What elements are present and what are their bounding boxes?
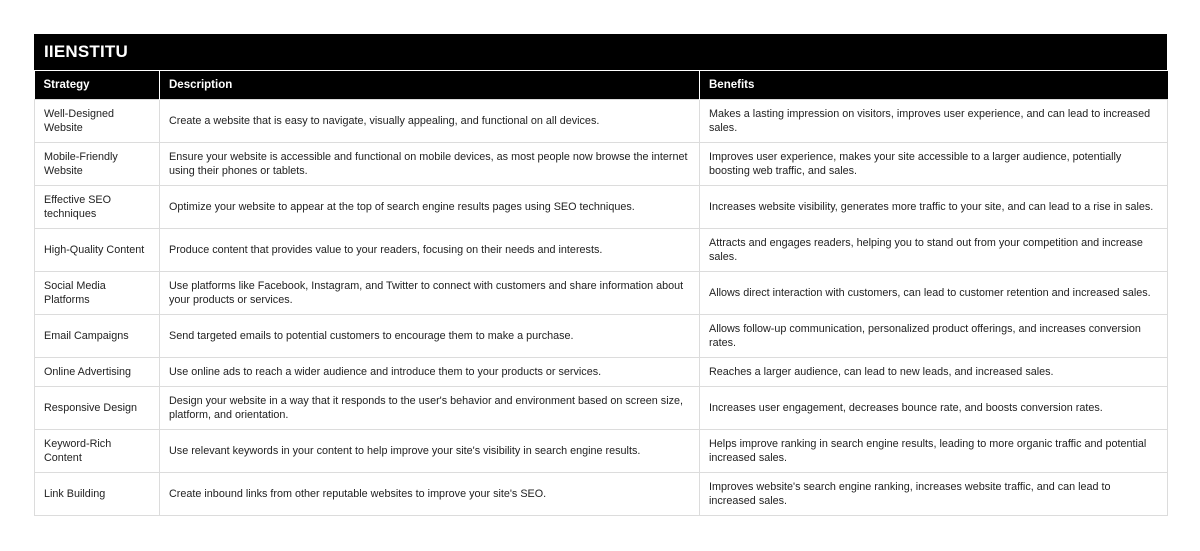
- cell-strategy: Responsive Design: [35, 387, 160, 430]
- cell-description: Create inbound links from other reputable websites to improve your site's SEO.: [160, 473, 700, 516]
- cell-benefits: Improves user experience, makes your site accessible to a larger audience, potentially boosting web traffic, and sales.: [700, 143, 1168, 186]
- brand-title: IIENSTITU: [34, 34, 1167, 70]
- cell-strategy: High-Quality Content: [35, 229, 160, 272]
- cell-description: Send targeted emails to potential customers to encourage them to make a purchase.: [160, 315, 700, 358]
- cell-benefits: Improves website's search engine ranking, increases website traffic, and can lead to increased sales.: [700, 473, 1168, 516]
- cell-strategy: Social Media Platforms: [35, 272, 160, 315]
- table-row: [35, 272, 1168, 315]
- cell-strategy: Email Campaigns: [35, 315, 160, 358]
- cell-benefits: Increases user engagement, decreases bounce rate, and boosts conversion rates.: [700, 387, 1168, 430]
- table-row: [35, 186, 1168, 229]
- header-benefits: Benefits: [700, 71, 1168, 100]
- cell-benefits: Increases website visibility, generates more traffic to your site, and can lead to a rise in sales.: [700, 186, 1168, 229]
- cell-benefits: Makes a lasting impression on visitors, improves user experience, and can lead to increased sales.: [700, 100, 1168, 143]
- cell-benefits: Helps improve ranking in search engine results, leading to more organic traffic and potential increased sales.: [700, 430, 1168, 473]
- cell-strategy: Effective SEO techniques: [35, 186, 160, 229]
- cell-description: Optimize your website to appear at the top of search engine results pages using SEO techniques.: [160, 186, 700, 229]
- header-description: Description: [160, 71, 700, 100]
- header-strategy: Strategy: [35, 71, 160, 100]
- cell-description: Ensure your website is accessible and functional on mobile devices, as most people now browse the internet using their phones or tablets.: [160, 143, 700, 186]
- cell-strategy: Online Advertising: [35, 358, 160, 387]
- cell-description: Use online ads to reach a wider audience and introduce them to your products or services.: [160, 358, 700, 387]
- strategy-table: [34, 70, 1168, 516]
- cell-strategy: Keyword-Rich Content: [35, 430, 160, 473]
- cell-benefits: Allows direct interaction with customers, can lead to customer retention and increased sales.: [700, 272, 1168, 315]
- cell-description: Create a website that is easy to navigate, visually appealing, and functional on all devices.: [160, 100, 700, 143]
- cell-strategy: Well-Designed Website: [35, 100, 160, 143]
- table-row: [35, 430, 1168, 473]
- table-row: [35, 100, 1168, 143]
- cell-description: Design your website in a way that it responds to the user's behavior and environment based on screen size, platform, and orientation.: [160, 387, 700, 430]
- table-row: [35, 229, 1168, 272]
- cell-description: Produce content that provides value to your readers, focusing on their needs and interests.: [160, 229, 700, 272]
- cell-strategy: Link Building: [35, 473, 160, 516]
- table-row: [35, 143, 1168, 186]
- cell-strategy: Mobile-Friendly Website: [35, 143, 160, 186]
- cell-benefits: Reaches a larger audience, can lead to new leads, and increased sales.: [700, 358, 1168, 387]
- table-row: [35, 387, 1168, 430]
- table-row: [35, 473, 1168, 516]
- table-row: [35, 315, 1168, 358]
- cell-description: Use platforms like Facebook, Instagram, and Twitter to connect with customers and share information about your products or services.: [160, 272, 700, 315]
- strategy-table-container: [34, 34, 1167, 516]
- cell-benefits: Allows follow-up communication, personalized product offerings, and increases conversion rates.: [700, 315, 1168, 358]
- cell-description: Use relevant keywords in your content to help improve your site's visibility in search engine results.: [160, 430, 700, 473]
- table-row: [35, 358, 1168, 387]
- table-header-row: [35, 71, 1168, 100]
- cell-benefits: Attracts and engages readers, helping you to stand out from your competition and increase sales.: [700, 229, 1168, 272]
